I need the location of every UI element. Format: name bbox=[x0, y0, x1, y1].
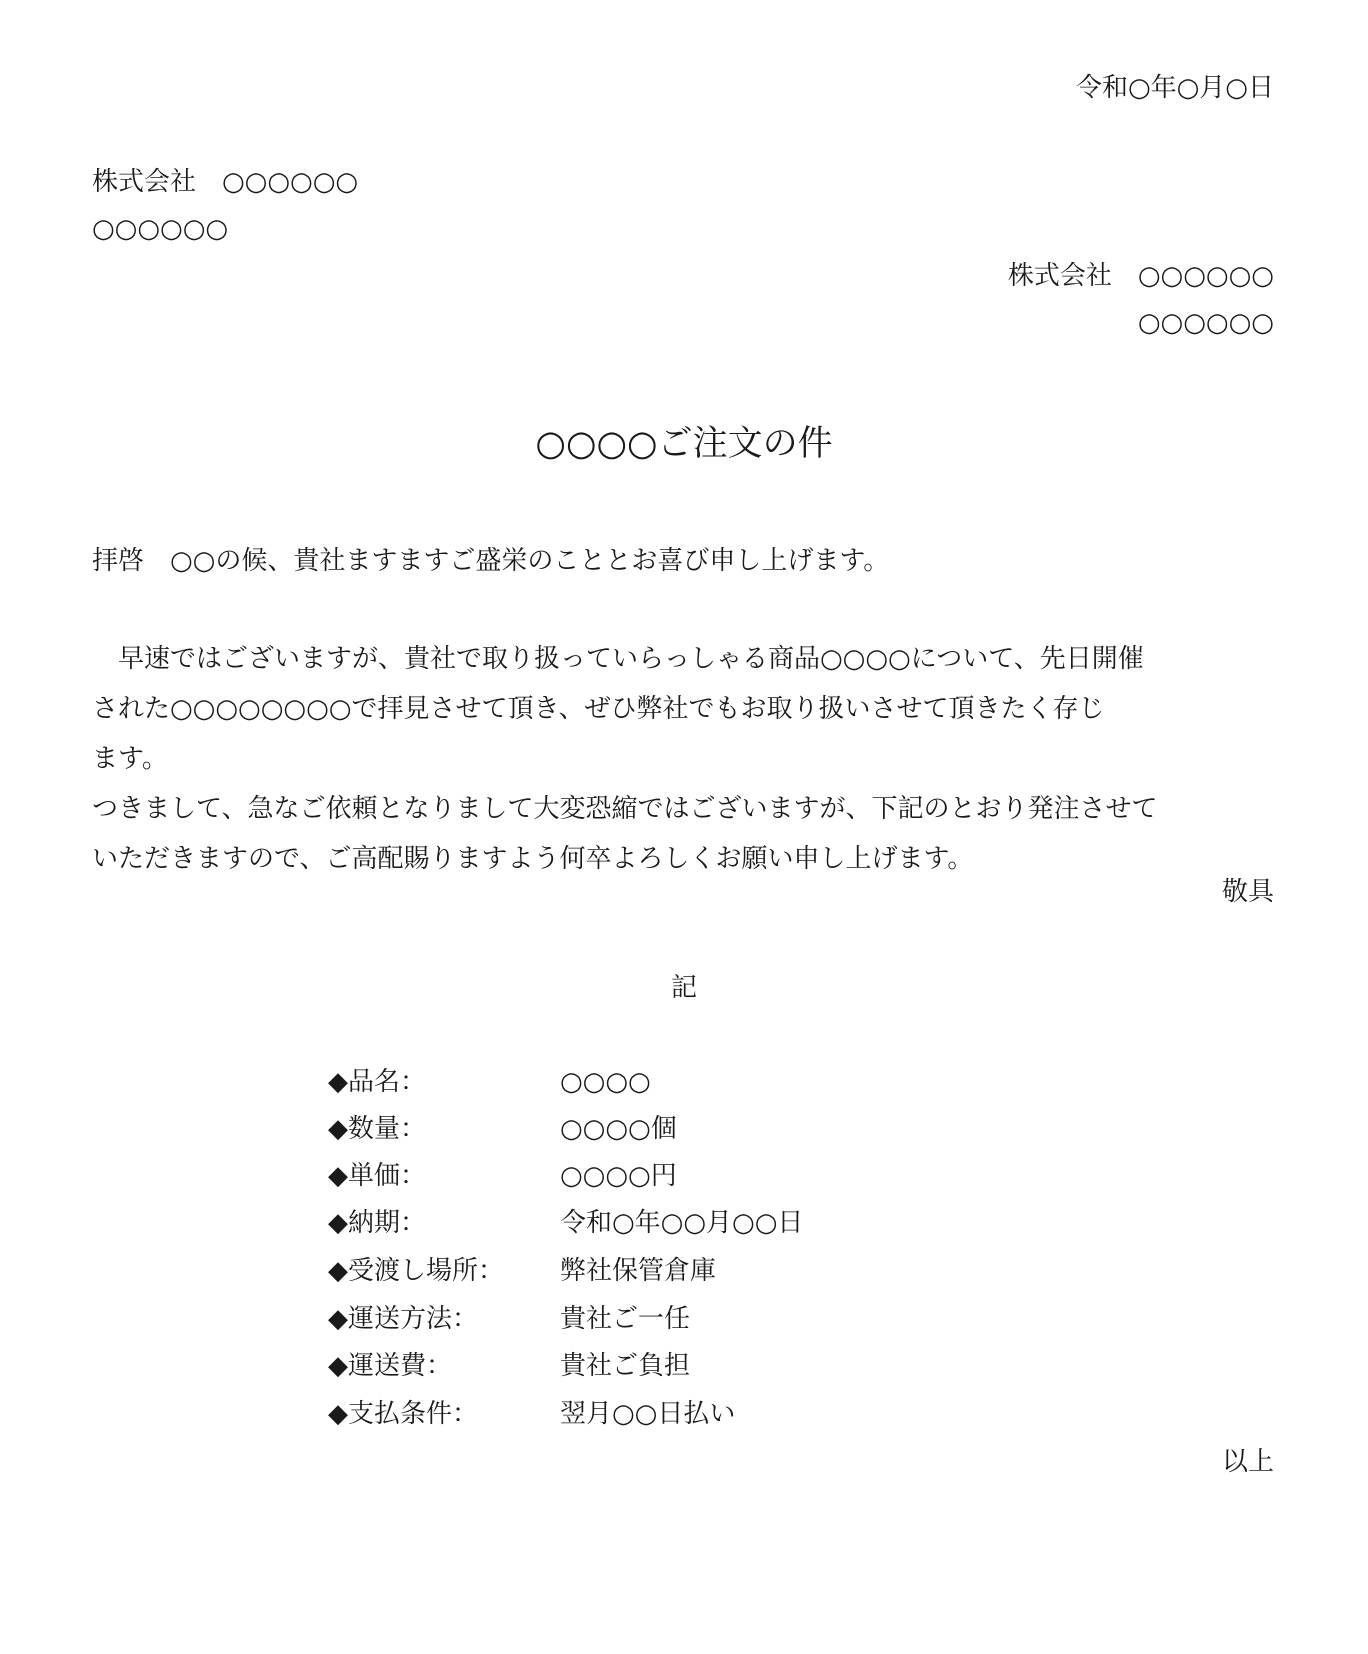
sender-company: 株式会社 ○○○○○○ bbox=[1007, 261, 1274, 291]
ki-heading: 記 bbox=[670, 973, 697, 1003]
item-value: ○○○○円 bbox=[560, 1161, 677, 1191]
body-line: 早速ではございますが、貴社で取り扱っていらっしゃる商品○○○○について、先日開催 bbox=[92, 644, 1144, 674]
body-line: された○○○○○○○○で拝見させて頂き、ぜひ弊社でもお取り扱いさせて頂きたく存じ bbox=[92, 694, 1105, 724]
item-value: 令和○年○○月○○日 bbox=[560, 1208, 804, 1238]
body-line: つきまして、急なご依頼となりまして大変恐縮ではございますが、下記のとおり発注させて bbox=[92, 794, 1158, 824]
item-label: ◆運送方法： bbox=[328, 1304, 478, 1334]
item-value: 翌月○○日払い bbox=[560, 1399, 736, 1429]
body-line: ます。 bbox=[92, 744, 168, 774]
recipient-name: ○○○○○○ bbox=[92, 214, 229, 244]
item-label: ◆単価： bbox=[328, 1161, 426, 1191]
letter-title: ○○○○ご注文の件 bbox=[535, 424, 833, 464]
item-value: ○○○○個 bbox=[560, 1114, 677, 1144]
item-label: ◆支払条件： bbox=[328, 1399, 478, 1429]
recipient-company: 株式会社 ○○○○○○ bbox=[92, 167, 359, 197]
end-ijou: 以上 bbox=[1221, 1447, 1274, 1477]
item-value: ○○○○ bbox=[560, 1067, 651, 1097]
item-label: ◆運送費： bbox=[328, 1351, 452, 1381]
body-line: いただきますので、ご高配賜りますよう何卒よろしくお願い申し上げます。 bbox=[92, 844, 974, 874]
closing-keigu: 敬具 bbox=[1221, 877, 1274, 907]
greeting-line: 拝啓 ○○の候、貴社ますますご盛栄のこととお喜び申し上げます。 bbox=[92, 546, 890, 576]
letter-date: 令和○年○月○日 bbox=[1075, 73, 1274, 103]
item-label: ◆数量： bbox=[328, 1114, 426, 1144]
sender-name: ○○○○○○ bbox=[1137, 308, 1274, 338]
item-label: ◆納期： bbox=[328, 1208, 426, 1238]
item-label: ◆品名： bbox=[328, 1067, 426, 1097]
item-value: 弊社保管倉庫 bbox=[560, 1256, 717, 1286]
item-value: 貴社ご負担 bbox=[560, 1351, 691, 1381]
item-label: ◆受渡し場所： bbox=[328, 1256, 504, 1286]
item-value: 貴社ご一任 bbox=[560, 1304, 691, 1334]
body-paragraph bbox=[92, 634, 1274, 884]
